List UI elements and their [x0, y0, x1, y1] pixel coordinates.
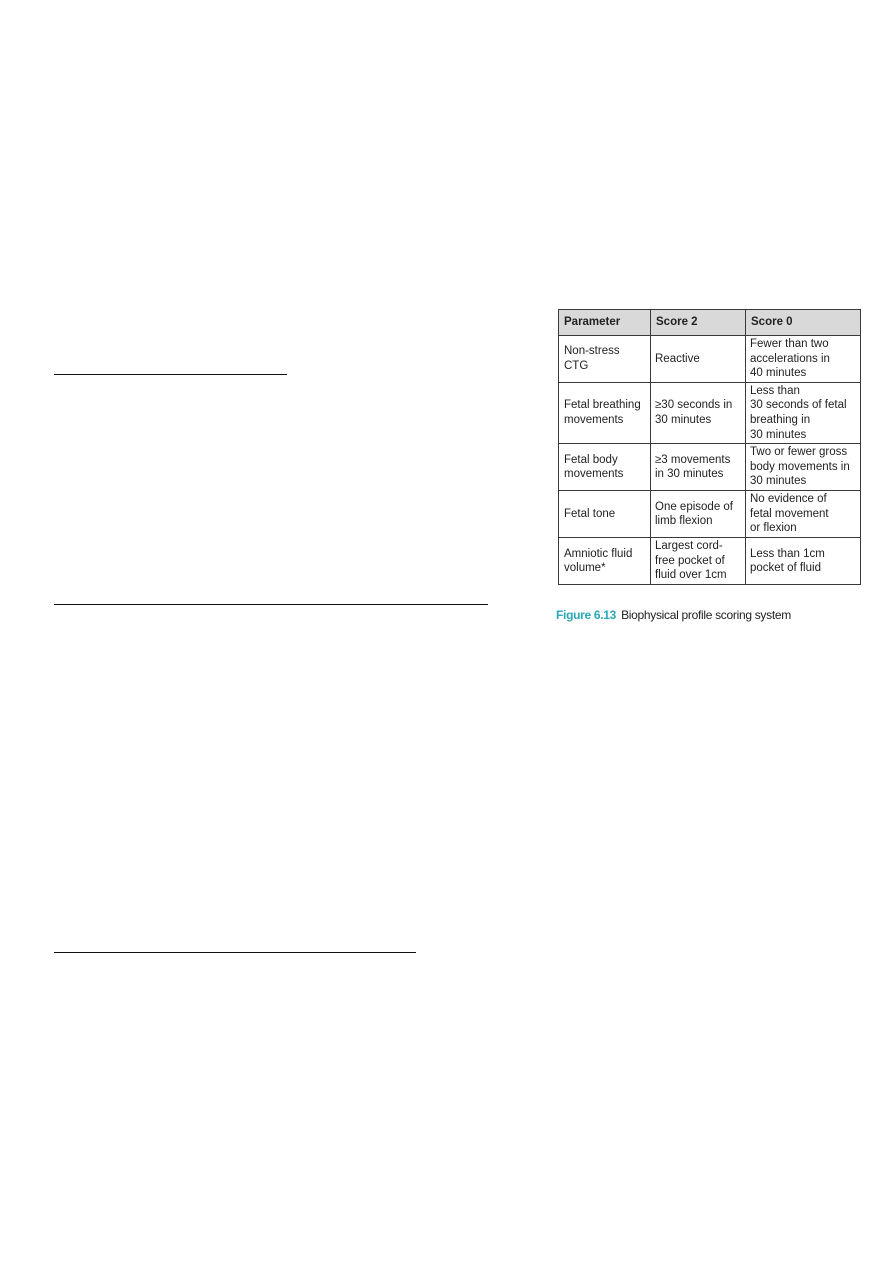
score-2-cell: ≥30 seconds in 30 minutes: [651, 382, 746, 443]
biophysical-profile-table: [558, 309, 861, 585]
table-row: [559, 491, 861, 538]
score-0-cell: No evidence of fetal movement or flexion: [746, 491, 861, 538]
parameter-cell: Amniotic fluid volume*: [559, 538, 651, 585]
parameter-cell: Fetal breathing movements: [559, 382, 651, 443]
section-divider-line: [54, 374, 287, 375]
header-parameter: Parameter: [559, 310, 651, 336]
table-row: [559, 336, 861, 383]
table-header-row: [559, 310, 861, 336]
score-2-cell: One episode of limb flexion: [651, 491, 746, 538]
parameter-cell: Non-stress CTG: [559, 336, 651, 383]
score-0-cell: Fewer than two accelerations in 40 minutes: [746, 336, 861, 383]
table-row: [559, 382, 861, 443]
header-score-0: Score 0: [746, 310, 861, 336]
section-divider-line: [54, 604, 488, 605]
score-2-cell: ≥3 movements in 30 minutes: [651, 444, 746, 491]
score-2-cell: Largest cord- free pocket of fluid over 1cm: [651, 538, 746, 585]
parameter-cell: Fetal tone: [559, 491, 651, 538]
score-0-cell: Less than 30 seconds of fetal breathing in 30 minutes: [746, 382, 861, 443]
section-divider-line: [54, 952, 416, 953]
table-row: [559, 538, 861, 585]
score-0-cell: Less than 1cm pocket of fluid: [746, 538, 861, 585]
score-0-cell: Two or fewer gross body movements in 30 minutes: [746, 444, 861, 491]
header-score-2: Score 2: [651, 310, 746, 336]
table-row: [559, 444, 861, 491]
parameter-cell: Fetal body movements: [559, 444, 651, 491]
figure-label: Figure 6.13: [556, 608, 617, 622]
score-2-cell: Reactive: [651, 336, 746, 383]
figure-caption-text: Biophysical profile scoring system: [621, 608, 791, 622]
figure-caption: [556, 608, 791, 622]
